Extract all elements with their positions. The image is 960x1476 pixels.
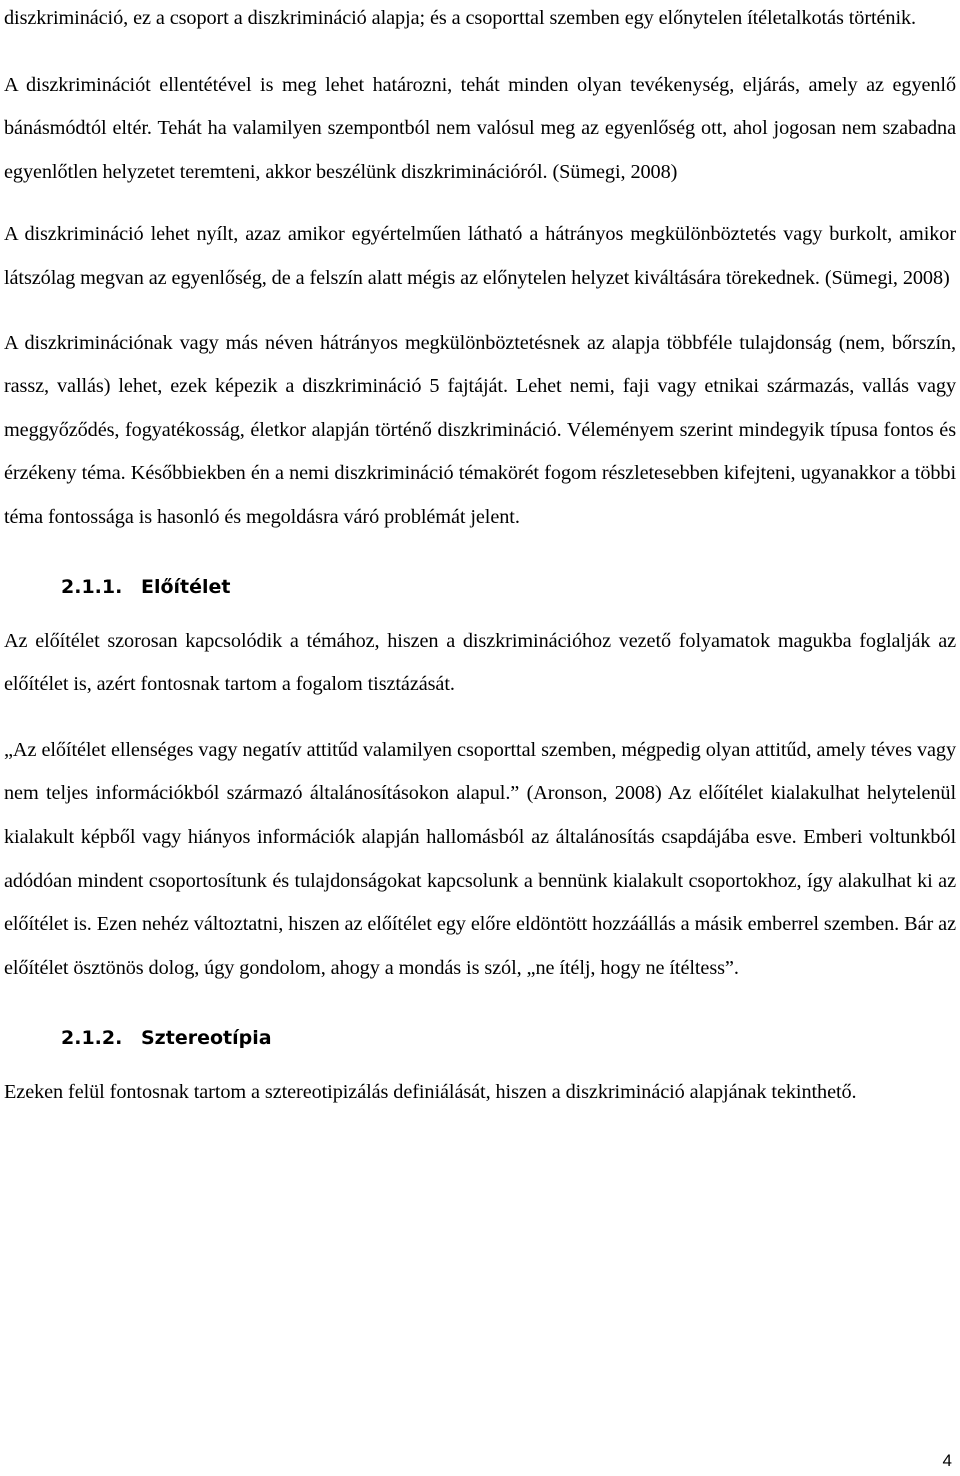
section-title: Előítélet — [141, 575, 231, 598]
paragraph-discrimination-open-hidden: A diszkrimináció lehet nyílt, azaz amikor egyértelműen látható a hátrányos megkülönböztetés vagy burkolt, amikor látszólag megvan az egyenlőség, de a felszín alatt mégis az előnytelen helyzet kiváltására törekednek. (Sümegi, 2008) — [4, 223, 956, 289]
paragraph-stereotype-intro: Ezeken felül fontosnak tartom a sztereotipizálás definiálását, hiszen a diszkrimináció alapjának tekinthető. — [4, 1081, 857, 1104]
section-heading-stereotype — [4, 1025, 956, 1051]
section-number: 2.1.1. — [61, 575, 123, 598]
section-number: 2.1.2. — [61, 1027, 123, 1050]
document-page — [4, 0, 956, 1115]
paragraph-prejudice-intro: Az előítélet szorosan kapcsolódik a témához, hiszen a diszkriminációhoz vezető folyamatok magukba foglalják az előítélet is, azért fontosnak tartom a fogalom tisztázását. — [4, 629, 956, 696]
paragraph-discrimination-intro: diszkrimináció, ez a csoport a diszkrimináció alapja; és a csoporttal szemben egy előnytelen ítéletalkotás történik. — [4, 7, 917, 29]
paragraph-discrimination-types: A diszkriminációnak vagy más néven hátrányos megkülönböztetésnek az alapja többféle tulajdonság (nem, bőrszín, rassz, vallás) lehet, ezek képezik a diszkrimináció 5 fajtáját. Lehet nemi, faji vagy etnikai származás, vallás vagy meggyőződés, fogyatékosság, életkor alapján történő diszkrimináció. Véleményem szerint mindegyik típusa fontos és érzékeny téma. Későbbiekben én a nemi diszkrimináció témakörét fogom részletesebben kifejteni, ugyanakkor a többi téma fontossága is hasonló és megoldásra váró problémát jelent. — [4, 331, 956, 528]
section-heading-prejudice — [4, 574, 956, 600]
page-number: 4 — [942, 1451, 952, 1470]
section-title: Sztereotípia — [141, 1027, 272, 1050]
paragraph-prejudice-definition: „Az előítélet ellenséges vagy negatív attitűd valamilyen csoporttal szemben, mégpedig olyan attitűd, amely téves vagy nem teljes információkból származó általánosításokon alapul.” (Aronson, 2008) Az előítélet kialakulhat helytelenül kialakult képből vagy hiányos információk alapján hallomásból az általánosítás csapdájába esve. Emberi voltunkból adódóan mindent csoportosítunk és tulajdonságokat kapcsolunk a bennünk kialakult csoportokhoz, így alakulhat ki az előítélet is. Ezen nehéz változtatni, hiszen az előítélet egy előre eldöntött hozzáállás a másik emberrel szemben. Bár az előítélet ösztönös dolog, úgy gondolom, ahogy a mondás is szól, „ne ítélj, hogy ne ítéltess”. — [4, 738, 956, 979]
paragraph-discrimination-definition: A diszkriminációt ellentétével is meg lehet határozni, tehát minden olyan tevékenység, eljárás, amely az egyenlő bánásmódtól eltér. Tehát ha valamilyen szempontból nem valósul meg az egyenlőség ott, ahol jogosan nem szabadna egyenlőtlen helyzetet teremteni, akkor beszélünk diszkriminációról. (Sümegi, 2008) — [4, 73, 956, 183]
